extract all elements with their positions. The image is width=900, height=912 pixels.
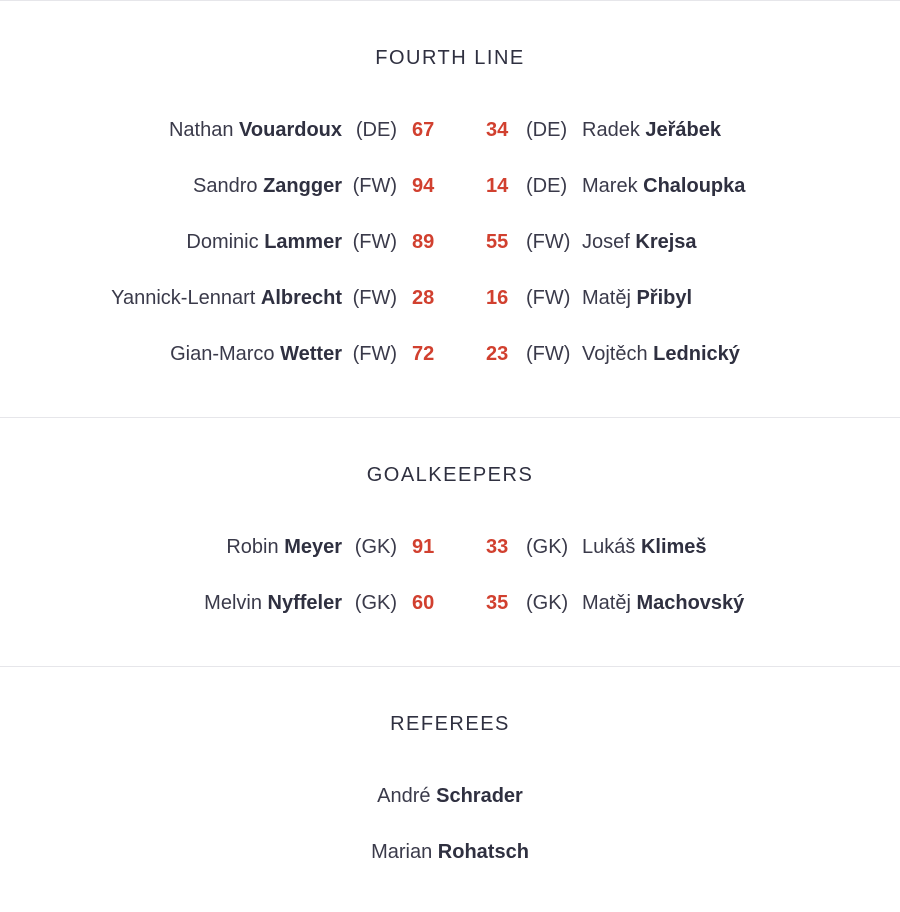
away-jersey-number: 23 <box>486 343 509 365</box>
first-name: Sandro <box>193 175 258 197</box>
referee[interactable] <box>0 768 900 824</box>
home-player[interactable] <box>170 326 342 382</box>
away-player[interactable] <box>582 326 740 382</box>
first-name: Dominic <box>186 231 259 253</box>
away-position: (DE) <box>526 175 568 197</box>
last-name: Machovský <box>636 592 745 614</box>
home-position: (DE) <box>355 119 397 141</box>
last-name: Chaloupka <box>643 175 746 197</box>
first-name: Robin <box>226 536 279 558</box>
home-jersey-number: 91 <box>412 536 435 558</box>
first-name: Melvin <box>204 592 262 614</box>
last-name: Meyer <box>284 536 342 558</box>
away-player[interactable] <box>582 214 697 270</box>
home-player[interactable] <box>193 158 342 214</box>
home-jersey-number: 94 <box>412 175 435 197</box>
away-player[interactable] <box>582 158 745 214</box>
home-player[interactable] <box>111 270 342 326</box>
home-player[interactable] <box>169 102 342 158</box>
first-name: Vojtěch <box>582 343 648 365</box>
away-position: (DE) <box>526 119 568 141</box>
away-player[interactable] <box>582 102 721 158</box>
home-position: (FW) <box>352 287 397 309</box>
last-name: Lammer <box>264 231 342 253</box>
last-name: Klimeš <box>640 536 707 558</box>
lineup-row <box>0 326 900 382</box>
last-name: Rohatsch <box>437 841 529 863</box>
section-title: FOURTH LINE <box>375 47 525 69</box>
away-jersey-number: 16 <box>486 287 509 309</box>
lineup-row <box>0 102 900 158</box>
lineup-row <box>0 158 900 214</box>
section-title: GOALKEEPERS <box>366 464 534 486</box>
last-name: Vouardoux <box>239 119 342 141</box>
last-name: Albrecht <box>260 287 342 309</box>
home-jersey-number: 72 <box>412 343 435 365</box>
first-name: Matěj <box>582 592 631 614</box>
last-name: Nyffeler <box>267 592 342 614</box>
lineup-row <box>0 270 900 326</box>
referee[interactable] <box>0 824 900 880</box>
last-name: Přibyl <box>636 287 693 309</box>
first-name: Radek <box>582 119 640 141</box>
last-name: Jeřábek <box>645 119 721 141</box>
away-jersey-number: 33 <box>486 536 509 558</box>
lineup-row <box>0 519 900 575</box>
home-jersey-number: 89 <box>412 231 435 253</box>
home-position: (GK) <box>354 592 397 614</box>
first-name: Matěj <box>582 287 631 309</box>
first-name: Yannick-Lennart <box>111 287 256 309</box>
first-name: Lukáš <box>582 536 636 558</box>
away-position: (FW) <box>526 231 571 253</box>
lineup-list <box>0 102 900 382</box>
away-position: (GK) <box>526 592 569 614</box>
away-jersey-number: 55 <box>486 231 509 253</box>
section-referees <box>0 667 900 912</box>
first-name: André <box>377 785 431 807</box>
away-position: (FW) <box>526 343 571 365</box>
section-title: REFEREES <box>390 713 510 735</box>
away-position: (GK) <box>526 536 569 558</box>
first-name: Gian-Marco <box>170 343 275 365</box>
away-player[interactable] <box>582 519 707 575</box>
away-player[interactable] <box>582 575 744 631</box>
last-name: Wetter <box>280 343 342 365</box>
home-position: (FW) <box>352 175 397 197</box>
home-position: (FW) <box>352 231 397 253</box>
last-name: Zangger <box>263 175 342 197</box>
first-name: Marek <box>582 175 638 197</box>
away-player[interactable] <box>582 270 692 326</box>
lineup-list <box>0 519 900 631</box>
first-name: Nathan <box>168 119 234 141</box>
home-jersey-number: 60 <box>412 592 435 614</box>
last-name: Krejsa <box>635 231 697 253</box>
home-player[interactable] <box>204 575 342 631</box>
last-name: Lednický <box>653 343 740 365</box>
home-position: (FW) <box>352 343 397 365</box>
first-name: Marian <box>371 841 433 863</box>
home-position: (GK) <box>354 536 397 558</box>
first-name: Josef <box>582 231 630 253</box>
lineup-row <box>0 214 900 270</box>
home-player[interactable] <box>186 214 342 270</box>
home-player[interactable] <box>226 519 342 575</box>
away-jersey-number: 35 <box>486 592 509 614</box>
away-position: (FW) <box>526 287 571 309</box>
lineup-row <box>0 575 900 631</box>
home-jersey-number: 67 <box>412 119 435 141</box>
away-jersey-number: 14 <box>486 175 509 197</box>
section-goalkeepers <box>0 418 900 667</box>
away-jersey-number: 34 <box>486 119 509 141</box>
home-jersey-number: 28 <box>412 287 435 309</box>
section-fourth-line <box>0 1 900 418</box>
referee-list <box>0 768 900 880</box>
last-name: Schrader <box>436 785 523 807</box>
